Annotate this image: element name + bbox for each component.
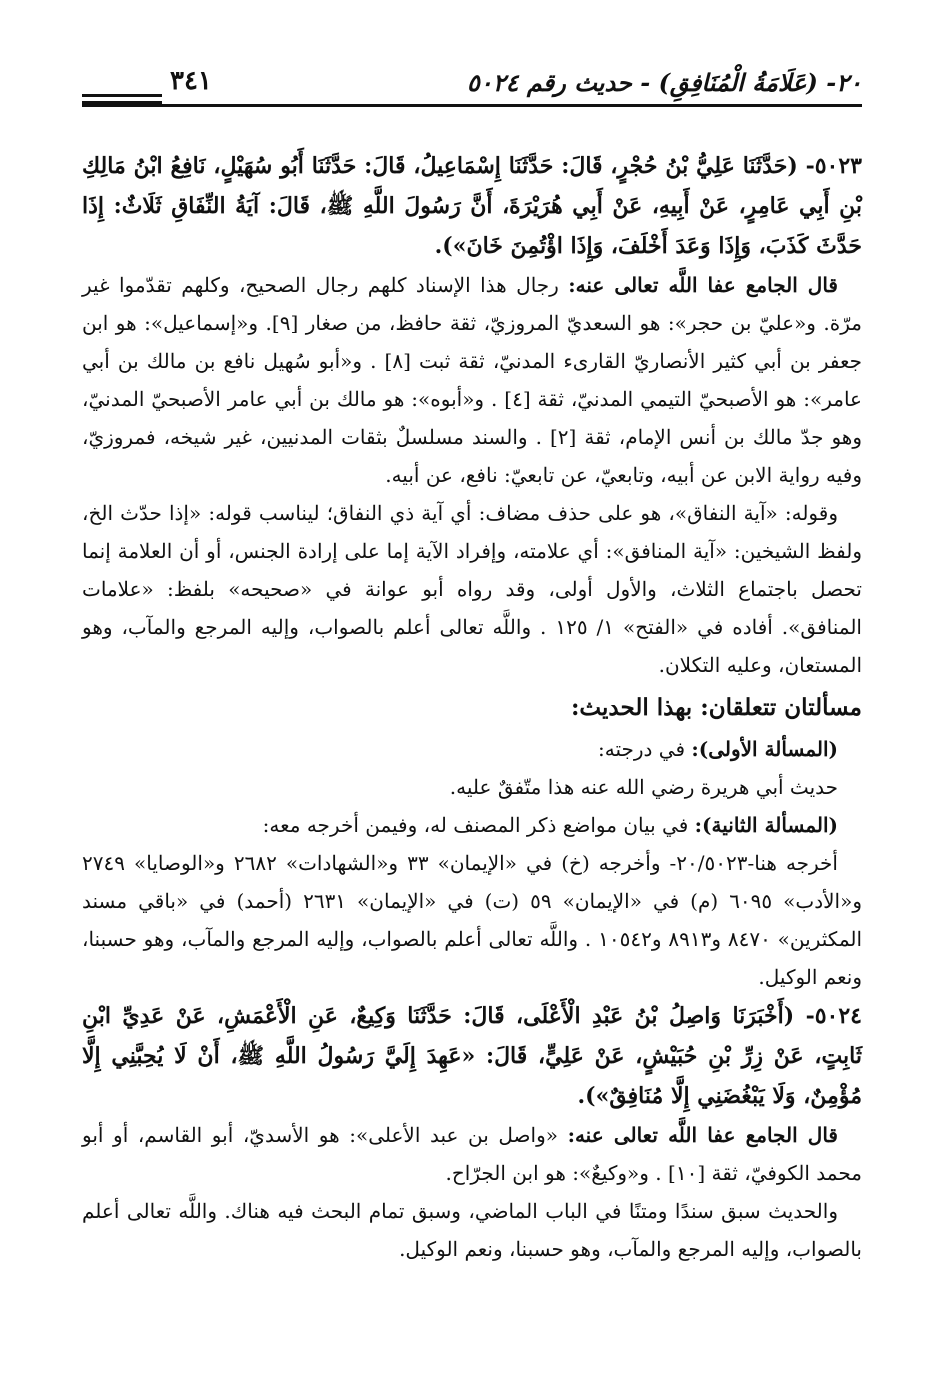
issue-two-lead: (المسألة الثانية): [694,813,838,837]
page-body [82,146,862,1268]
header-rule [82,104,862,107]
running-title: ٢٠- (عَلَامَةُ الْمُنَافِقِ) - حديث رقم ٥٠٢٤ [466,68,862,97]
commentary-5024-text: «واصل بن عبد الأعلى»: هو الأسديّ، أبو القاسم، أو أبو محمد الكوفيّ، ثقة [١٠] . و«وكيعٌ»: هو ابن الجرّاح. [82,1123,862,1185]
issue-one-answer: حديث أبي هريرة رضي الله عنه هذا متّفقٌ عليه. [449,775,838,799]
issue-one-lead: (المسألة الأولى): [691,737,838,761]
commentary-5023 [82,266,862,494]
commentary-5024 [82,1116,862,1192]
page-header [82,64,862,100]
issue-one-text: في درجته: [598,737,692,761]
issue-one [82,730,862,768]
commentary-5024-lead: قال الجامع عفا اللَّه تعالى عنه: [567,1123,838,1147]
closing-paragraph: والحديث سبق سندًا ومتنًا في الباب الماضي، وسبق تمام البحث فيه هناك. واللَّه تعالى أعلم بالصواب، وإليه المرجع والمآب، وهو حسبنا، ونعم الوكيل. [82,1199,862,1261]
issue-two-answer: أخرجه هنا-٢٠/٥٠٢٣- وأخرجه (خ) في «الإيمان» ٣٣ و«الشهادات» ٢٦٨٢ و«الوصايا» ٢٧٤٩ و«الأدب» ٦٠٩٥ (م) في «الإيمان» ٥٩ (ت) في «الإيمان» ٢٦٣١ (أحمد) في «باقي مسند المكثرين» ٨٤٧٠ و٨٩١٣ و١٠٥٤٢ . واللَّه تعالى أعلم بالصواب، وإليه المرجع والمآب، وهو حسبنا، ونعم الوكيل. [82,851,863,989]
hadith-5023: ٥٠٢٣- (حَدَّثَنَا عَلِيُّ بْنُ حُجْرٍ، قَالَ: حَدَّثَنَا إِسْمَاعِيلُ، قَالَ: حَدَّثَنَا أَبُو سُهَيْلٍ، نَافِعُ ابْنُ مَالِكِ بْنِ أَبِي عَامِرٍ، عَنْ أَبِيهِ، عَنْ أَبِي هُرَيْرَةَ، أَنَّ رَسُولَ اللَّهِ ﷺ، قَالَ: آيَةُ النِّفَاقِ ثَلَاثٌ: إِذَا حَدَّثَ كَذَبَ، وَإِذَا وَعَدَ أَخْلَفَ، وَإِذَا اؤْتُمِنَ خَانَ»). [82,153,862,259]
book-page [82,64,863,1261]
page-number-rule [82,94,162,104]
commentary-text: رجال هذا الإسناد كلهم رجال الصحيح، وكلهم تقدّموا غير مرّة. و«عليّ بن حجر»: هو السعديّ المروزيّ، ثقة حافظ، من صغار [٩]. و«إسماعيل»: هو ابن جعفر بن أبي كثير الأنصاريّ القارىء المدنيّ، ثقة ثبت [٨] . و«أبو سُهيل نافع بن مالك بن أبي عامر»: هو الأصبحيّ التيمي المدنيّ، ثقة [٤] . و«أبوه»: هو مالك بن أبي عامر الأصبحيّ المدنيّ، وهو جدّ مالك بن أنس الإمام، ثقة [٢] . والسند مسلسلٌ بثقات المدنيين، غير شيخه، فمروزيّ، وفيه رواية الابن عن أبيه، وتابعيّ، عن تابعيّ: نافع، عن أبيه. [82,273,863,487]
page-number: ٣٤١ [170,66,212,96]
commentary-lead: قال الجامع عفا اللَّه تعالى عنه: [568,273,838,297]
explanation-paragraph: وقوله: «آية النفاق»، هو على حذف مضاف: أي آية ذي النفاق؛ ليناسب قوله: «إذا حدّث الخ، ولفظ الشيخين: «آية المنافق»: أي علامته، وإفراد الآية إما على إرادة الجنس، أو أن العلامة إنما تحصل باجتماع الثلاث، والأول أولى، وقد رواه أبو عوانة في «صحيحه» بلفظ: «علامات المنافق». أفاده في «الفتح» ١/ ١٢٥ . واللَّه تعالى أعلم بالصواب، وإليه المرجع والمآب، وهو المستعان، وعليه التكلان. [82,501,862,677]
section-heading: مسألتان تتعلقان: بهذا الحديث: [570,694,862,721]
issue-two-text: في بيان مواضع ذكر المصنف له، وفيمن أخرجه معه: [262,813,695,837]
issue-two [82,806,862,844]
hadith-5024: ٥٠٢٤- (أَخْبَرَنَا وَاصِلُ بْنُ عَبْدِ الْأَعْلَى، قَالَ: حَدَّثَنَا وَكِيعٌ، عَنِ الْأَعْمَشِ، عَنْ عَدِيِّ ابْنِ ثَابِتٍ، عَنْ زِرِّ بْنِ حُبَيْشٍ، عَنْ عَلِيٍّ، قَالَ: «عَهِدَ إِلَيَّ رَسُولُ اللَّهِ ﷺ، أَنْ لَا يُحِبَّنِي إِلَّا مُؤْمِنٌ، وَلَا يَبْغُضَنِي إِلَّا مُنَافِقٌ»). [82,1003,862,1109]
